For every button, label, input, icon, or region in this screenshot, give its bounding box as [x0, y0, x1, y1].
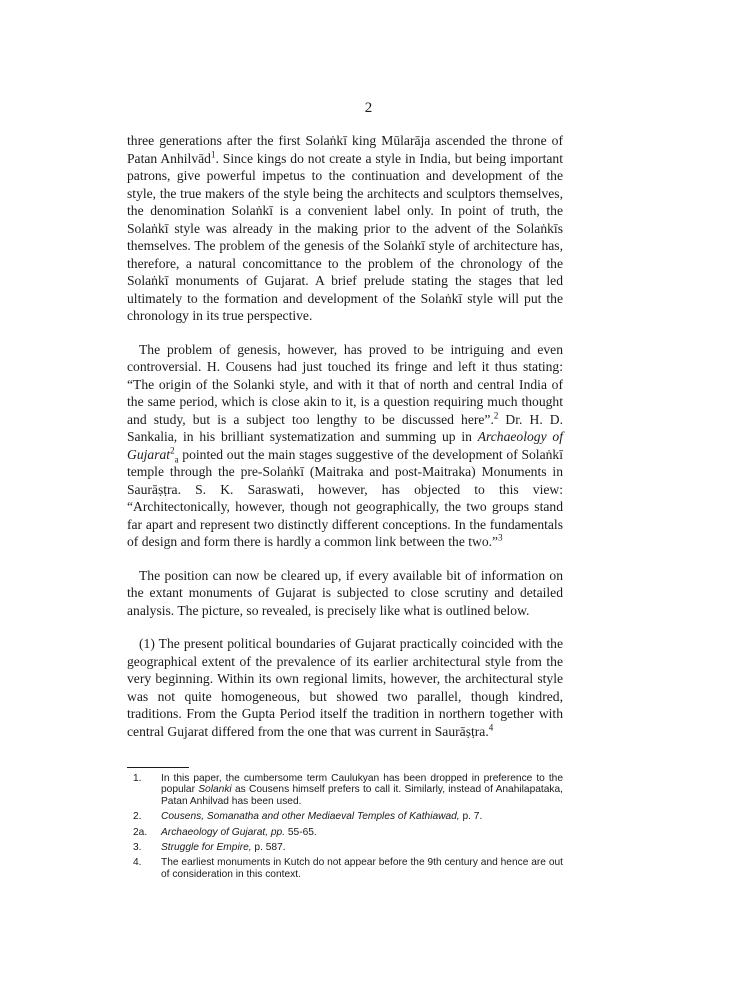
body-text [127, 132, 563, 740]
text-run: p. 7. [459, 811, 483, 823]
footnote-ref: 3 [498, 532, 503, 543]
text-run: In this paper, the cumbersome term Caulukyan has been dropped in preference to the popular [161, 773, 563, 796]
footnote-4 [127, 857, 563, 880]
footnote-text [161, 857, 563, 880]
footnotes [127, 773, 563, 884]
footnote-number: 2. [133, 811, 142, 823]
footnote-ref-suffix: a [174, 454, 179, 465]
text-run: 55-65. [285, 826, 317, 838]
italic-text: Archaeology of Gujarat, pp. [161, 826, 286, 838]
footnote-number: 2a. [133, 826, 148, 838]
italic-text: Cousens, Somanatha and other Mediaeval Temples of Kathiawad, [161, 811, 460, 823]
footnote-1 [127, 773, 563, 807]
footnote-ref: 4 [488, 721, 494, 732]
text-run: Dr. H. D. Sankalia, in his brilliant systematization and summing up in [127, 411, 563, 444]
italic-text: Struggle for Empire, [161, 842, 252, 854]
text-run: pointed out the main stages suggestive of the development of Solaṅkī temple through the pre-Solaṅkī (Maitraka and post-Maitraka) Monuments in Saurāṣṭra. S. K. Saraswati, however, has objected to this view: “Architectonically, however, though not geographically, the two groups stand far apart and represent two distinctly different conceptions. In the fundamentals of design and form there is hardly a common link between the two.” [127, 446, 563, 549]
footnote-text [161, 842, 563, 853]
text-run: . Since kings do not create a style in India, but being important patrons, give powerful impetus to the continuation and development of the style, the true makers of the style being the architects and sculptors themselves, the denomination Solaṅkī is a convenient label only. In point of truth, the Solaṅkī style was already in the making prior to the advent of the Solaṅkīs themselves. The problem of the genesis of the Solaṅkī style of architecture has, therefore, a natural concomittance to the problem of the chronology of the Solaṅkī monuments of Gujarat. A brief prelude stating the stages that led ultimately to the formation and development of the Solaṅkī style will put the chronology in its true perspective. [127, 150, 563, 323]
footnote-number: 3. [133, 842, 142, 854]
footnote-ref: 2 [493, 409, 499, 420]
text-run: The position can now be cleared up, if every available bit of information on the extant monuments of Gujarat is subjected to close scrutiny and detailed analysis. The picture, so revealed, is precisely like what is outlined below. [127, 567, 563, 618]
footnote-text [161, 811, 563, 822]
footnote-divider [127, 767, 189, 768]
footnote-text [161, 773, 563, 807]
paragraph-2 [127, 341, 563, 551]
footnote-text [161, 827, 563, 838]
italic-text: Archaeology of Gujarat [127, 429, 563, 462]
text-run: as Cousens himself prefers to call it. Similarly, instead of Anahilapataka, Patan Anhilvad has been used. [161, 784, 564, 807]
footnote-2 [127, 811, 563, 822]
text-run: The problem of genesis, however, has proved to be intriguing and even controversial. H. Cousens had just touched its fringe and left it thus stating: “The origin of the Solanki style, and with it that of north and central India of the same period, which is close akin to it, is a question requiring much thought and study, but is a subject too lengthy to be discussed here”. [127, 341, 563, 427]
footnote-ref: 2 [170, 444, 175, 455]
footnote-ref: 1 [210, 148, 216, 159]
text-run: The earliest monuments in Kutch do not appear before the 9th century and hence are out of consideration in this context. [161, 857, 563, 880]
footnote-number: 4. [133, 857, 142, 869]
paragraph-3 [127, 567, 563, 620]
paragraph-4 [127, 635, 563, 740]
paragraph-1 [127, 132, 563, 325]
text-run: p. 587. [251, 842, 286, 854]
footnote-number: 1. [133, 773, 142, 784]
text-run: three generations after the first Solaṅkī king Mūlarāja ascended the throne of Patan Anhilvād [127, 133, 563, 166]
footnote-3 [127, 842, 563, 853]
footnote-2a [127, 827, 563, 838]
italic-text: Solanki [198, 784, 232, 796]
text-run: (1) The present political boundaries of Gujarat practically coincided with the geographical extent of the prevalence of its earlier architectural style from the very beginning. Within its own regional limits, however, the architectural style was not quite homogeneous, but showed two parallel, though kindred, traditions. From the Gupta Period itself the tradition in northern together with central Gujarat differed from the one that was current in Saurāṣṭra. [127, 636, 563, 739]
page-number: 2 [364, 100, 373, 116]
